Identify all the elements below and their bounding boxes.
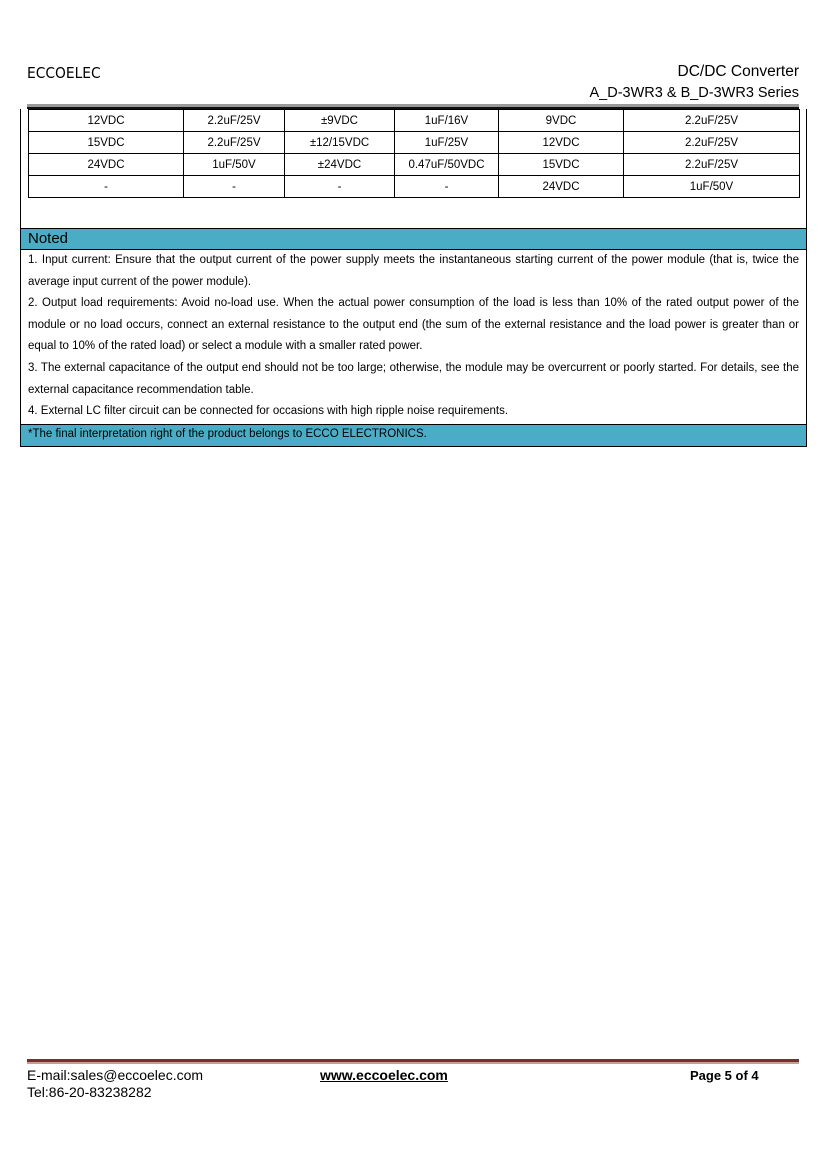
final-statement: *The final interpretation right of the product belongs to ECCO ELECTRONICS. (28, 428, 427, 440)
table-cell: 15VDC (29, 132, 184, 154)
series-models: A_D-3WR3 & B_D-3WR3 (589, 85, 754, 101)
note-item: 2. Output load requirements: Avoid no-load use. When the actual power consumption of the load is less than 10% of the rated output power of the module or no load occurs, connect an external resistance to the output end (the sum of the external resistance and the load power is greater than or equal to 10% of the rated load) or select a module with a smaller rated power. (28, 297, 799, 353)
table-row (29, 110, 800, 132)
capacitance-table (28, 109, 800, 198)
table-cell: 24VDC (29, 154, 184, 176)
table-cell: 15VDC (499, 154, 624, 176)
table-row (29, 176, 800, 198)
table-cell: - (29, 176, 184, 198)
document-title: DC/DC Converter (677, 63, 799, 80)
footer-rule-light (27, 1062, 799, 1064)
note-item: 4. External LC filter circuit can be connected for occasions with high ripple noise requirements. (28, 405, 509, 418)
table-cell: 2.2uF/25V (184, 110, 285, 132)
table-row (29, 154, 800, 176)
noted-title: Noted (28, 230, 69, 247)
table-cell: 0.47uF/50VDC (395, 154, 499, 176)
notes-list (28, 250, 799, 423)
table-cell: 2.2uF/25V (624, 154, 800, 176)
footer-email: E-mail:sales@eccoelec.com (27, 1067, 204, 1083)
page-number: Page 5 of 4 (690, 1068, 759, 1083)
table-cell: ±24VDC (285, 154, 395, 176)
table-cell: - (285, 176, 395, 198)
final-statement-bar (20, 424, 807, 447)
table-cell: 2.2uF/25V (184, 132, 285, 154)
noted-section-header (20, 228, 807, 250)
footer-website-link[interactable]: www.eccoelec.com (320, 1067, 448, 1083)
note-item: 3. The external capacitance of the output end should not be too large; otherwise, the module may be overcurrent or poorly started. For details, see the external capacitance recommendation table. (28, 361, 799, 396)
table-cell: 2.2uF/25V (624, 132, 800, 154)
table-cell: 12VDC (29, 110, 184, 132)
footer-tel: Tel:86-20-83238282 (27, 1084, 152, 1100)
table-cell: 1uF/25V (395, 132, 499, 154)
table-cell: - (395, 176, 499, 198)
series-label: Series (757, 85, 799, 101)
table-cell: 1uF/16V (395, 110, 499, 132)
series-title (590, 85, 799, 101)
table-cell: ±12/15VDC (285, 132, 395, 154)
table-cell: 1uF/50V (184, 154, 285, 176)
table-cell: 12VDC (499, 132, 624, 154)
table-cell: - (184, 176, 285, 198)
table-cell: 1uF/50V (624, 176, 800, 198)
brand-name: ECCOELEC (27, 64, 101, 82)
table-cell: 9VDC (499, 110, 624, 132)
note-item: 1. Input current: Ensure that the output current of the power supply meets the instantaneous starting current of the power module (that is, twice the average input current of the power module). (28, 254, 799, 288)
table-row (29, 132, 800, 154)
table-cell: ±9VDC (285, 110, 395, 132)
table-cell: 2.2uF/25V (624, 110, 800, 132)
table-cell: 24VDC (499, 176, 624, 198)
